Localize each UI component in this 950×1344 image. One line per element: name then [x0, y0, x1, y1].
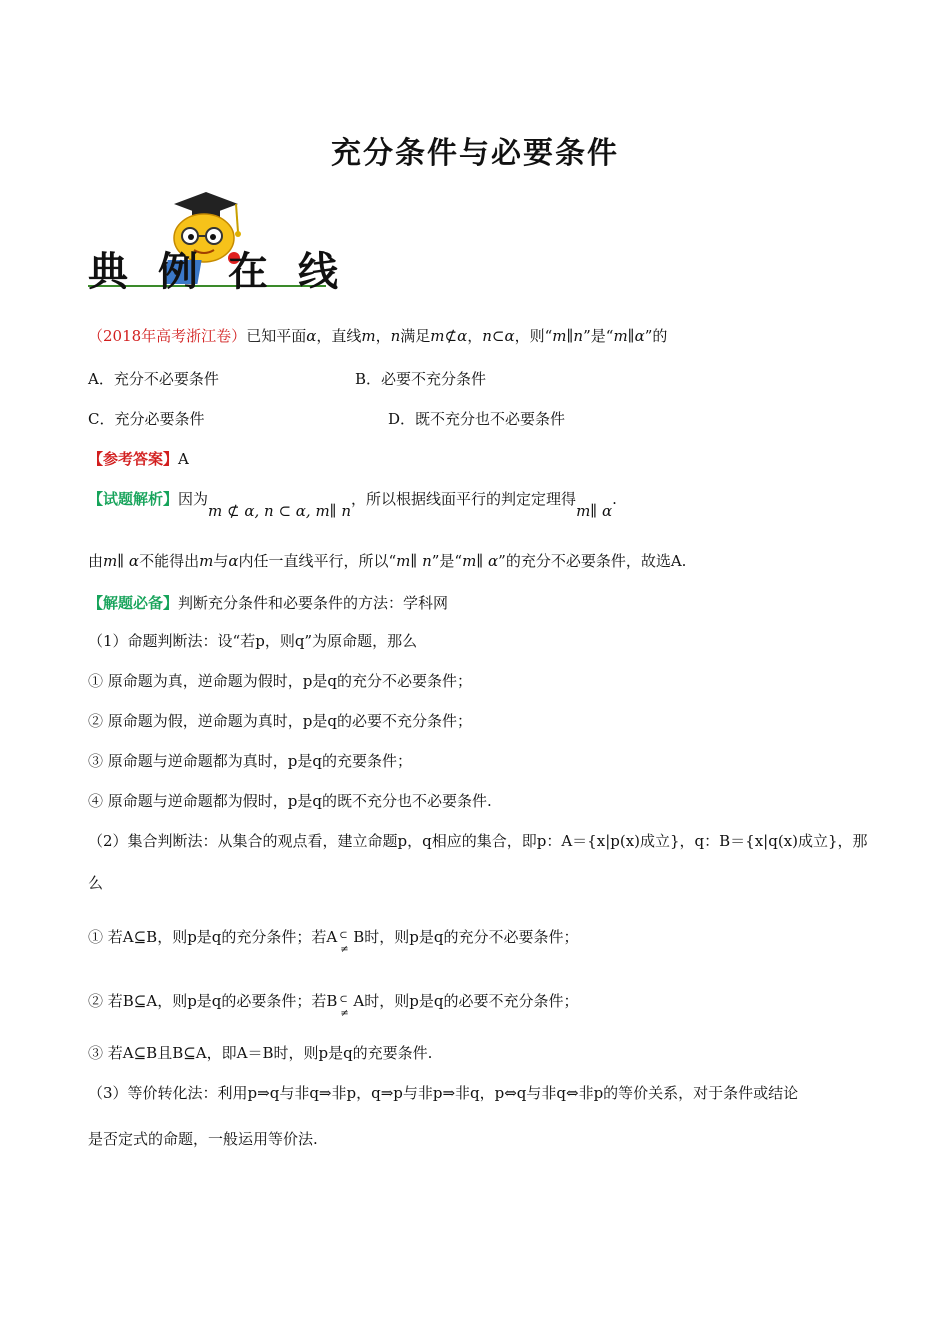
method-3: （3）等价转化法：利用p⇒q与非q⇒非p，q⇒p与非p⇒非q，p⇔q与非q⇔非p的等价关系，对于条件或结论 — [88, 1084, 799, 1102]
analysis-line-1: 【试题解析】因为m ⊄ α, n ⊂ α, m∥ n，所以根据线面平行的判定定理得m∥ α. — [88, 490, 617, 520]
option-c: C．充分必要条件 — [88, 410, 205, 428]
question-stem: （2018年高考浙江卷）已知平面α，直线m，n满足m⊄α，n⊂α，则“m∥n”是“m∥α”的 — [88, 327, 668, 345]
method-2-1: ① 若A⊆B，则p是q的充分条件；若A ⊂ ≠ B时，则p是q的充分不必要条件； — [88, 928, 579, 955]
logo-text: 典例在线 — [88, 249, 368, 295]
reference-answer: 【参考答案】A — [88, 450, 189, 468]
option-a: A．充分不必要条件 — [88, 370, 219, 388]
method-3-cont: 是否定式的命题，一般运用等价法. — [88, 1130, 318, 1148]
method-1-1: ① 原命题为真，逆命题为假时，p是q的充分不必要条件； — [88, 672, 472, 690]
dianli-zaixian-logo — [86, 190, 368, 300]
method-1-2: ② 原命题为假，逆命题为真时，p是q的必要不充分条件； — [88, 712, 472, 730]
method-2-cont: 么 — [88, 874, 104, 892]
method-2-3: ③ 若A⊆B且B⊆A，即A＝B时，则p是q的充要条件. — [88, 1044, 433, 1062]
method-2: （2）集合判断法：从集合的观点看，建立命题p，q相应的集合，即p：A＝{x|p(x)成立}，q：B＝{x|q(x)成立}，那 — [88, 832, 868, 850]
method-2-2: ② 若B⊆A，则p是q的必要条件；若B ⊂ ≠ A时，则p是q的必要不充分条件； — [88, 992, 579, 1019]
method-1-4: ④ 原命题与逆命题都为假时，p是q的既不充分也不必要条件. — [88, 792, 492, 810]
method-1-3: ③ 原命题与逆命题都为真时，p是q的充要条件； — [88, 752, 412, 770]
analysis-line-2: 由m∥ α不能得出m与α内任一直线平行，所以“m∥ n”是“m∥ α”的充分不必要条件，故选A. — [88, 552, 687, 570]
page-title: 充分条件与必要条件 — [331, 136, 619, 171]
method-heading: 【解题必备】判断充分条件和必要条件的方法：学科网 — [88, 594, 449, 612]
method-1: （1）命题判断法：设“若p，则q”为原命题，那么 — [88, 632, 418, 650]
option-b: B．必要不充分条件 — [355, 370, 487, 388]
option-d: D．既不充分也不必要条件 — [388, 410, 566, 428]
